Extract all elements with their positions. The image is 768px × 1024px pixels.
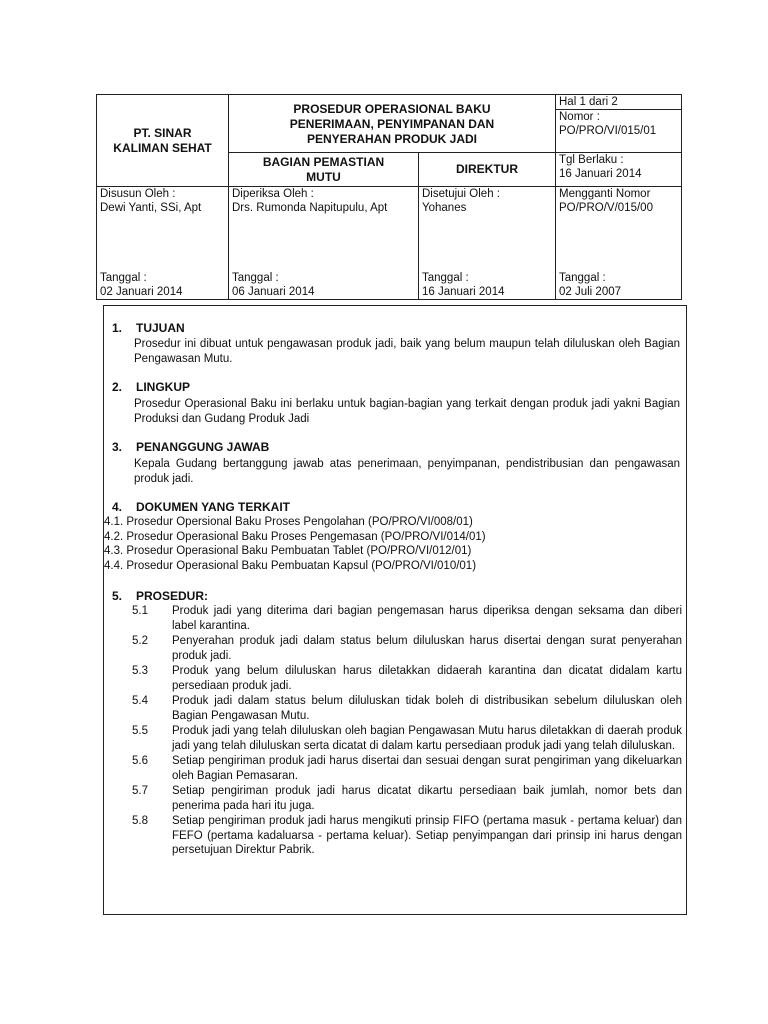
procedure-step <box>104 754 684 783</box>
section-title: TUJUAN <box>136 321 185 335</box>
step-number: 5.1 <box>132 605 148 617</box>
signature-date: 06 Januari 2014 <box>232 286 315 298</box>
list-item: 4.2. Prosedur Operasional Baku Proses Pengemasan (PO/PRO/VI/014/01) <box>104 530 486 543</box>
document-number-label: Nomor : <box>559 111 600 123</box>
signature-date: 02 Juli 2007 <box>559 286 622 298</box>
step-number: 5.6 <box>132 755 148 767</box>
signature-date: 16 Januari 2014 <box>422 286 505 298</box>
signature-role: Disusun Oleh : <box>100 188 176 200</box>
director-cell <box>419 153 556 187</box>
procedure-step <box>104 784 684 813</box>
company-line: KALIMAN SEHAT <box>113 140 212 155</box>
list-item: 4.4. Prosedur Operasional Baku Pembuatan Kapsul (PO/PRO/VI/010/01) <box>104 559 477 572</box>
step-text: Penyerahan produk jadi dalam status belum diluluskan harus disertai dengan surat penyerahan produk jadi. <box>172 635 682 662</box>
step-number: 5.4 <box>132 695 148 707</box>
section-heading-penanggung-jawab <box>112 440 269 455</box>
department-line: MUTU <box>306 169 341 184</box>
step-text: Produk yang belum diluluskan harus diletakkan didaerah karantina dan dicatat didalam kartu persediaan produk jadi. <box>172 665 682 692</box>
signature-name: Yohanes <box>422 202 467 214</box>
section-title: PROSEDUR: <box>136 589 209 603</box>
signature-date-label: Tanggal : <box>232 272 279 284</box>
signature-name: Dewi Yanti, SSi, Apt <box>100 202 202 214</box>
procedure-step <box>104 724 684 753</box>
department-cell <box>229 153 419 187</box>
section-heading-dokumen <box>112 500 290 515</box>
signature-date-label: Tanggal : <box>559 272 606 284</box>
step-text: Setiap pengiriman produk jadi harus disertai dan sesuai dengan surat pengiriman yang dikeluarkan oleh Bagian Pemasaran. <box>172 755 682 782</box>
signature-role: Mengganti Nomor <box>559 188 651 200</box>
document-title <box>229 95 556 153</box>
section-heading-prosedur <box>112 589 208 604</box>
company-line: PT. SINAR <box>133 125 192 140</box>
title-line: PENYERAHAN PRODUK JADI <box>306 132 478 146</box>
page-number-cell <box>556 95 682 153</box>
procedure-steps-list <box>104 604 684 859</box>
section-title: LINGKUP <box>136 380 190 394</box>
section-number: 3. <box>112 440 123 454</box>
effective-date-cell <box>556 153 682 187</box>
section-number: 2. <box>112 380 123 394</box>
section-heading-lingkup <box>112 380 190 395</box>
list-item: 4.3. Prosedur Operasional Baku Pembuatan Tablet (PO/PRO/VI/012/01) <box>104 545 472 557</box>
section-text-lingkup: Prosedur Operasional Baku ini berlaku untuk bagian-bagian yang terkait dengan produk jadi yakni Bagian Produksi dan Gudang Produk Jadi <box>134 398 680 425</box>
signature-approved-by <box>419 187 556 300</box>
section-number: 1. <box>112 321 123 335</box>
title-line: PENERIMAAN, PENYIMPANAN DAN <box>289 117 495 131</box>
procedure-body <box>103 305 687 915</box>
effective-date-value: 16 Januari 2014 <box>559 168 642 180</box>
signature-date: 02 Januari 2014 <box>100 286 183 298</box>
section-heading-tujuan <box>112 321 185 336</box>
signature-replaces <box>556 187 682 300</box>
section-text-penanggung-jawab: Kepala Gudang bertanggung jawab atas penerimaan, penyimpanan, pendistribusian dan pengawasan produk jadi. <box>134 458 680 485</box>
title-line: PROSEDUR OPERASIONAL BAKU <box>293 102 491 116</box>
related-documents-list <box>104 515 684 573</box>
document-header-table <box>96 94 682 300</box>
step-text: Produk jadi dalam status belum diluluskan tidak boleh di distribusikan sebelum diluluskan oleh Bagian Pengawasan Mutu. <box>172 695 682 722</box>
procedure-step <box>104 664 684 693</box>
signature-name: PO/PRO/V/015/00 <box>559 202 653 214</box>
signature-prepared-by <box>97 187 229 300</box>
signature-date-label: Tanggal : <box>100 272 147 284</box>
list-item: 4.1. Prosedur Opersional Baku Proses Pengolahan (PO/PRO/VI/008/01) <box>104 516 473 528</box>
step-number: 5.5 <box>132 725 148 737</box>
procedure-step <box>104 634 684 663</box>
step-number: 5.8 <box>132 815 148 827</box>
step-text: Setiap pengiriman produk jadi harus dicatat dikartu persediaan baik jumlah, nomor bets dan penerima pada hari itu juga. <box>172 785 682 812</box>
department-line: BAGIAN PEMASTIAN <box>262 154 385 169</box>
step-number: 5.2 <box>132 635 148 647</box>
procedure-step <box>104 814 684 858</box>
signature-role: Diperiksa Oleh : <box>232 188 314 200</box>
document-number-value: PO/PRO/VI/015/01 <box>559 125 657 137</box>
procedure-step <box>104 694 684 723</box>
step-number: 5.7 <box>132 785 148 797</box>
section-title: PENANGGUNG JAWAB <box>136 440 270 454</box>
page-number: Hal 1 dari 2 <box>556 95 681 110</box>
effective-date-label: Tgl Berlaku : <box>559 154 624 166</box>
signature-name: Drs. Rumonda Napitupulu, Apt <box>232 202 388 214</box>
signature-checked-by <box>229 187 419 300</box>
step-text: Setiap pengiriman produk jadi harus mengikuti prinsip FIFO (pertama masuk - pertama keluar) dan FEFO (pertama kadaluarsa - pertama keluar). Setiap penyimpangan dari prinsip ini harus dengan persetujuan Direktur Pabrik. <box>172 815 682 856</box>
signature-role: Disetujui Oleh : <box>422 188 500 200</box>
step-text: Produk jadi yang diterima dari bagian pengemasan harus diperiksa dengan seksama dan diberi label karantina. <box>172 605 682 632</box>
step-text: Produk jadi yang telah diluluskan oleh bagian Pengawasan Mutu harus diletakkan di daerah produk jadi yang telah diluluskan serta dicatat di dalam kartu persediaan produk jadi yang telah diluluskan. <box>172 725 682 752</box>
company-name <box>97 95 229 187</box>
director-label: DIREKTUR <box>456 162 518 176</box>
step-number: 5.3 <box>132 665 148 677</box>
signature-date-label: Tanggal : <box>422 272 469 284</box>
procedure-step <box>104 604 684 633</box>
section-text-tujuan: Prosedur ini dibuat untuk pengawasan produk jadi, baik yang belum maupun telah diluluskan oleh Bagian Pengawasan Mutu. <box>134 338 680 365</box>
section-title: DOKUMEN YANG TERKAIT <box>136 500 291 514</box>
section-number: 5. <box>112 589 123 603</box>
section-number: 4. <box>112 500 123 514</box>
